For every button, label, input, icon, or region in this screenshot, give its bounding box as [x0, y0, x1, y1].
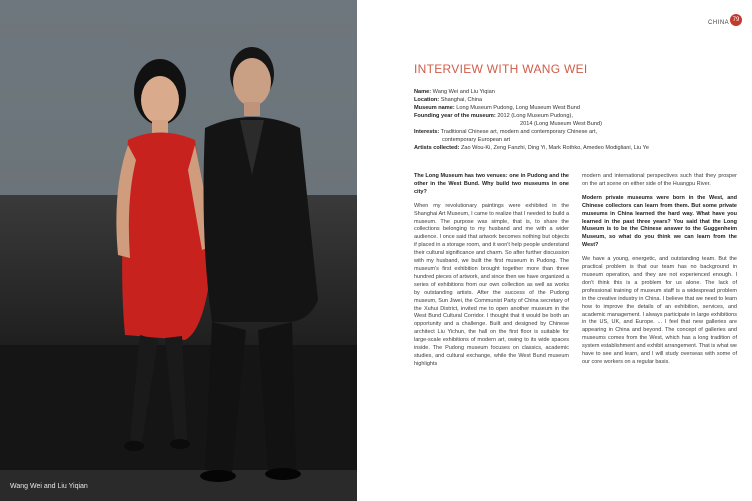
meta-interests-2: contemporary European art [442, 137, 511, 143]
meta-museum: Museum name: Long Museum Pudong, Long Museum West Bund [414, 105, 580, 111]
article-page [357, 0, 752, 501]
article-column-left [414, 173, 569, 375]
meta-name: Name: Wang Wei and Liu Yiqian [414, 89, 495, 95]
answer-2: We have a young, energetic, and outstanding team. But the practical problem is that our team has no background in museum operation, and they are not experienced enough. I don't think this is a problem for us alone. The lack of professional training of museum staff is a widespread problem in the creative industry in China. I believe that we need to learn how to improve the details of an exhibition, services, and academic management. I always participate in large exhibitions in the US, UK, and Europe. ... I feel that new galleries are appearing in China and beyond. The concept of galleries and museums comes from the West, which has a long tradition of system establishment and exhibit arrangement. That is what we have to see and learn, and I will study overseas with some of our core workers on a regular basis. [582, 256, 737, 365]
page-number-badge: 79 [730, 14, 742, 26]
question-1: The Long Museum has two venues: one in Pudong and the other in the West Bund. Why build two museums in one city? [414, 173, 569, 195]
question-2: Modern private museums were born in the West, and Chinese collectors can learn from them. But some private museums in China learned the hard way. What have you learned in the past three years? You said that the Long Museum is to be the Chinese answer to the Guggenheim Museum, so what do you think we can learn from the West? [582, 194, 737, 249]
interview-metadata [414, 88, 744, 152]
meta-interests: Interests: Traditional Chinese art, modern and contemporary Chinese art, [414, 129, 598, 135]
article-title: INTERVIEW WITH WANG WEI [414, 62, 588, 76]
section-label: CHINA [708, 20, 730, 26]
meta-artists: Artists collected: Zao Wou-Ki, Zeng Fanzhi, Ding Yi, Mark Rothko, Amedeo Modigliani, Liu Ye [414, 145, 649, 151]
meta-founding: Founding year of the museum: 2012 (Long Museum Pudong), [414, 113, 573, 119]
meta-location: Location: Shanghai, China [414, 97, 483, 103]
meta-founding-2: 2014 (Long Museum West Bund) [520, 121, 602, 127]
photo-caption: Wang Wei and Liu Yiqian [10, 483, 88, 490]
answer-1-continued: modern and international perspectives such that they prosper on the art scene on either side of the Huangpu River. [582, 173, 737, 187]
answer-1: When my revolutionary paintings were exhibited in the Shanghai Art Museum, I came to realize that I needed to build a museum. The purpose was simple, that is, to share the collections belonging to my husband and me with a wider audience. I once said that artwork becomes nothing but objects if placed in a storage room, and it won't help people understand their cultural significance and charm. So after further discussion with my husband, we built the first museum in Pudong. The museum's first exhibition brought together more than three hundred pieces of artwork, and since then we have organized a series of exhibitions from our own collection as well as works by outstanding artists. After the success of the Pudong museum, Sun Jiwei, the Communist Party of China secretary of the Xuhui District, invited me to open another museum in the West Bund Cultural Corridor. I thought that it would be both an opportunity and a challenge. Built and designed by Chinese architect Liu Yichun, the hall on the first floor is suitable for large-scale exhibitions of modern art, owing to its wide spaces inside. The Pudong museum focuses on classics, academic studies, and cultural exchange, while the West Bund museum highlights [414, 202, 570, 367]
portrait-photo [0, 0, 357, 501]
article-column-right [582, 173, 737, 373]
